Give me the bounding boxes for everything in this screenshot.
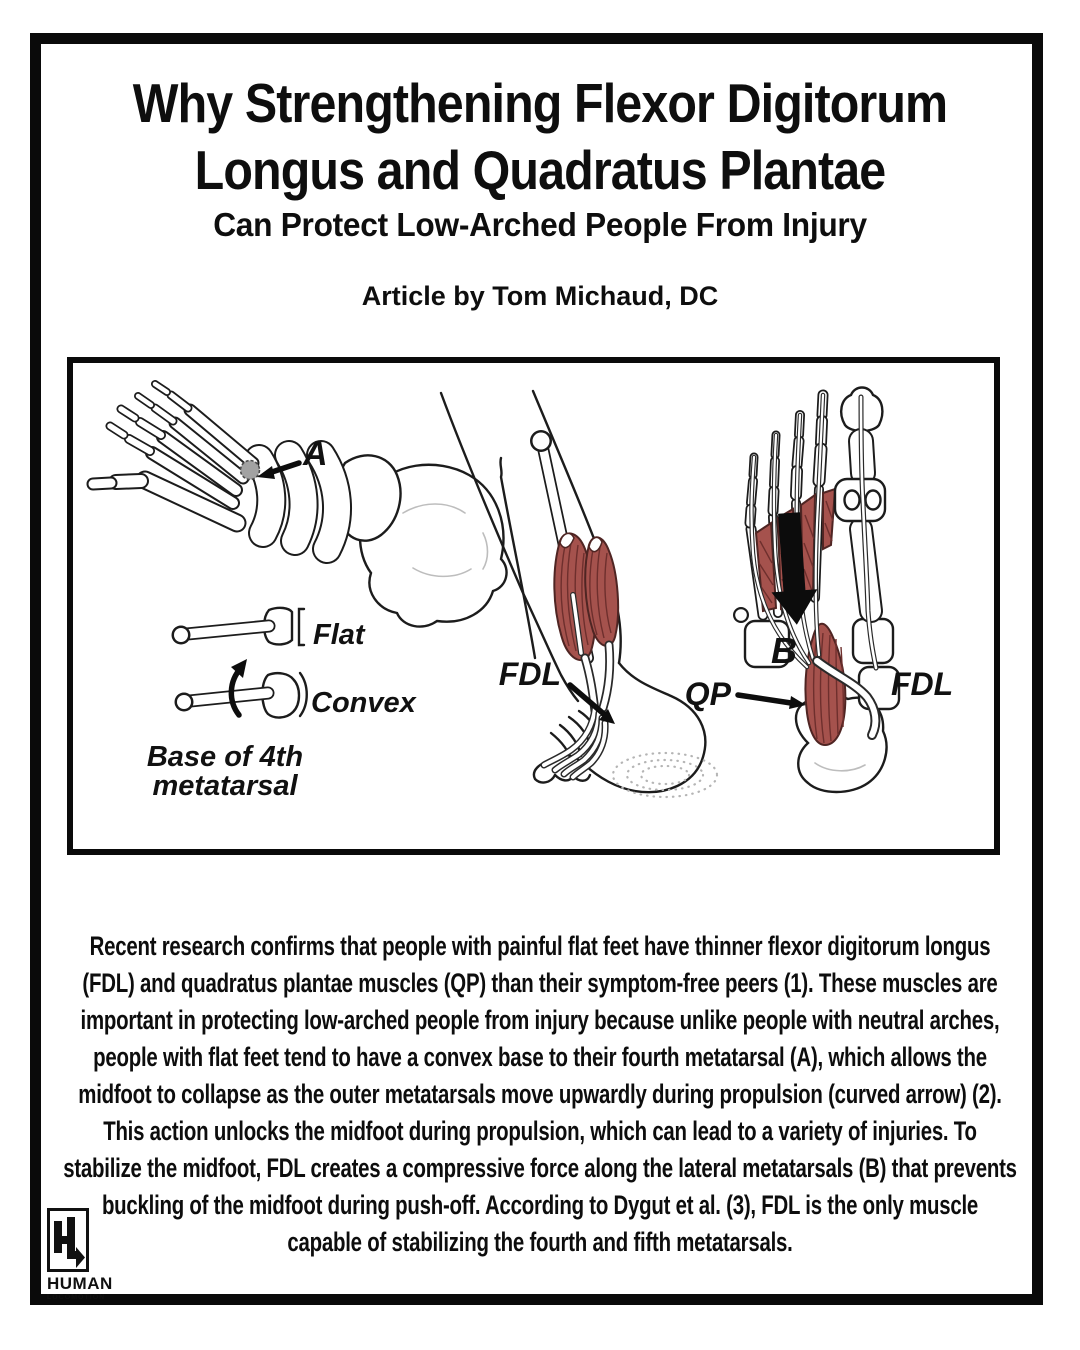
label-convex: Convex bbox=[311, 687, 416, 719]
title-line-1: Why Strengthening Flexor Digitorum bbox=[132, 72, 948, 134]
foot-skeleton-drawing bbox=[93, 384, 507, 802]
article-byline: Article by Tom Michaud, DC bbox=[361, 281, 719, 311]
logo-subname-text: LOCOMOTION bbox=[47, 1294, 106, 1301]
fourth-metatarsal-base-marker bbox=[241, 461, 260, 480]
page-title bbox=[0, 70, 1080, 204]
label-a: A bbox=[303, 435, 328, 473]
anatomy-figure bbox=[67, 357, 1000, 855]
article-body-paragraph: Recent research confirms that people with painful flat feet have thinner flexor digitorum longus (FDL) and quadratus plantae muscles (QP) than their symptom-free peers (1). These muscles are important in protecting low-arched people from injury because unlike people with neutral arches, people with flat feet tend to have a convex base to their fourth metatarsal (A), which allows the midfoot to collapse as the outer metatarsals move upwardly during propulsion (curved arrow) (2). This action unlocks the midfoot during propulsion, which can lead to a variety of injuries. To stabilize the midfoot, FDL creates a compressive force along the lateral metatarsals (B) that prevents buckling of the midfoot during push-off. According to Dygut et al. (3), FDL is the only muscle capable of stabilizing the fourth and fifth metatarsals. bbox=[63, 930, 1017, 1257]
convex-base-bone-drawing bbox=[175, 659, 307, 718]
label-fdl-leg: FDL bbox=[498, 656, 561, 692]
page-subtitle: Can Protect Low-Arched People From Injury bbox=[213, 206, 867, 243]
label-qp: QP bbox=[684, 676, 731, 712]
title-line-2: Longus and Quadratus Plantae bbox=[194, 139, 886, 201]
flat-base-bone-drawing bbox=[172, 608, 305, 645]
logo-name-text: HUMAN bbox=[47, 1274, 113, 1293]
label-fdl-foot: FDL bbox=[891, 666, 954, 702]
plantar-foot-drawing bbox=[685, 388, 953, 793]
human-locomotion-logo bbox=[47, 1208, 127, 1301]
label-qp-arrow bbox=[738, 695, 791, 703]
anatomy-figure-svg bbox=[73, 363, 994, 849]
quadratus-plantae-muscle bbox=[805, 624, 845, 745]
caption-base-line1: Base of 4th bbox=[146, 741, 304, 773]
caption-base-line2: metatarsal bbox=[152, 770, 298, 802]
label-b: B bbox=[771, 630, 797, 671]
human-locomotion-logo-icon bbox=[47, 1208, 89, 1272]
metatarsal-bones bbox=[145, 410, 253, 523]
label-flat: Flat bbox=[313, 619, 365, 651]
